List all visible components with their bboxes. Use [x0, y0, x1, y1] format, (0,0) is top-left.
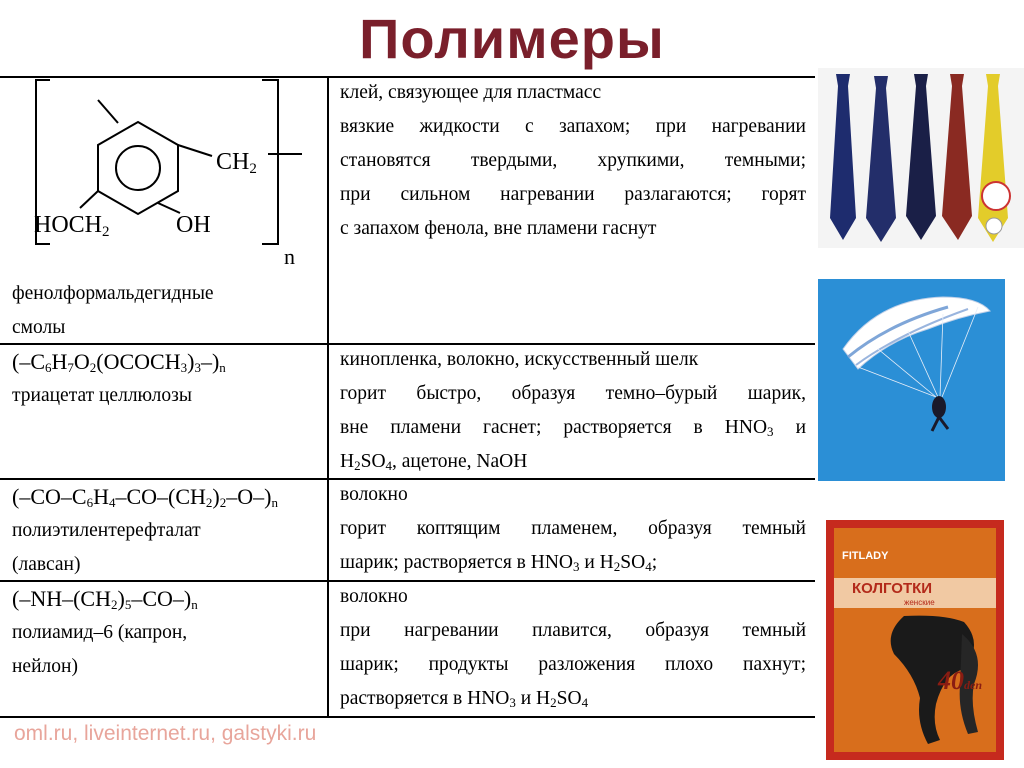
hoch2-label: HOCH2 [34, 212, 110, 240]
den-value: 40den [938, 666, 982, 695]
ties-photo [818, 68, 1024, 248]
table-column-divider [327, 76, 329, 718]
tights-package-inner [834, 528, 996, 752]
parachute-photo [818, 279, 1005, 481]
page-title: Полимеры [359, 7, 665, 70]
phenol-formaldehyde-structure [0, 78, 320, 268]
product-label: КОЛГОТКИ [852, 580, 933, 597]
table-divider [0, 716, 815, 718]
formula-text: $(-NH-(CH_2)_5-CO-)_n$ [12, 586, 198, 612]
polymer-name-phenol: фенолформальдегидные смолы [12, 283, 214, 338]
source-caption: oml.ru, liveinternet.ru, galstyki.ru [14, 722, 317, 745]
tights-package [826, 520, 1004, 760]
polymer-desc-phenol: клей, связующее для пластмасс вязкие жидкости с запахом; при нагревании становятся твердыми, хрупкими, темными; при сильном нагревании разлагаются; горят с запахом фенола, вне пламени гаснут [340, 82, 806, 239]
product-subtitle: женские [904, 598, 935, 607]
polymer-formula-polyamide: $(-NH-(CH_2)_5-CO-)_n$ полиамид–6 (капрон, нейлон) [12, 582, 322, 684]
formula-text: $(-CO-C_6H_4-CO-(CH_2)_2-O-)_n$ [12, 484, 278, 510]
formula-text: $(-C_6H_7O_2(OCOCH_3)_3-)_n$ [12, 349, 226, 375]
ch2-label: CH2 [216, 149, 257, 177]
n-subscript: n [284, 244, 295, 268]
brand-label: FITLADY [842, 550, 889, 562]
polymer-formula-pet: $(-CO-C_6H_4-CO-(CH_2)_2-O-)_n$ полиэтилентерефталат (лавсан) [12, 480, 322, 582]
polymer-desc-cellulose-triacetate: кинопленка, волокно, искусственный шелк горит быстро, образуя темно–бурый шарик, вне пламени гаснет; растворяется в $HNO_3$ и $H_2SO_4$, ацетоне, NaOH [340, 349, 807, 473]
polymer-desc-polyamide: волокно при нагревании плавится, образуя темный шарик; продукты разложения плохо пахнут; растворяется в $HNO_3$ и $H_2SO_4$ [340, 586, 806, 710]
oh-label: OH [176, 212, 211, 238]
polymer-desc-pet: волокно горит коптящим пламенем, образуя темный шарик; растворяется в $HNO_3$ и $H_2SO_4$; [340, 484, 806, 574]
polymer-formula-cellulose-triacetate: $(-C_6H_7O_2(OCOCH_3)_3-)_n$ триацетат целлюлозы [12, 345, 322, 413]
